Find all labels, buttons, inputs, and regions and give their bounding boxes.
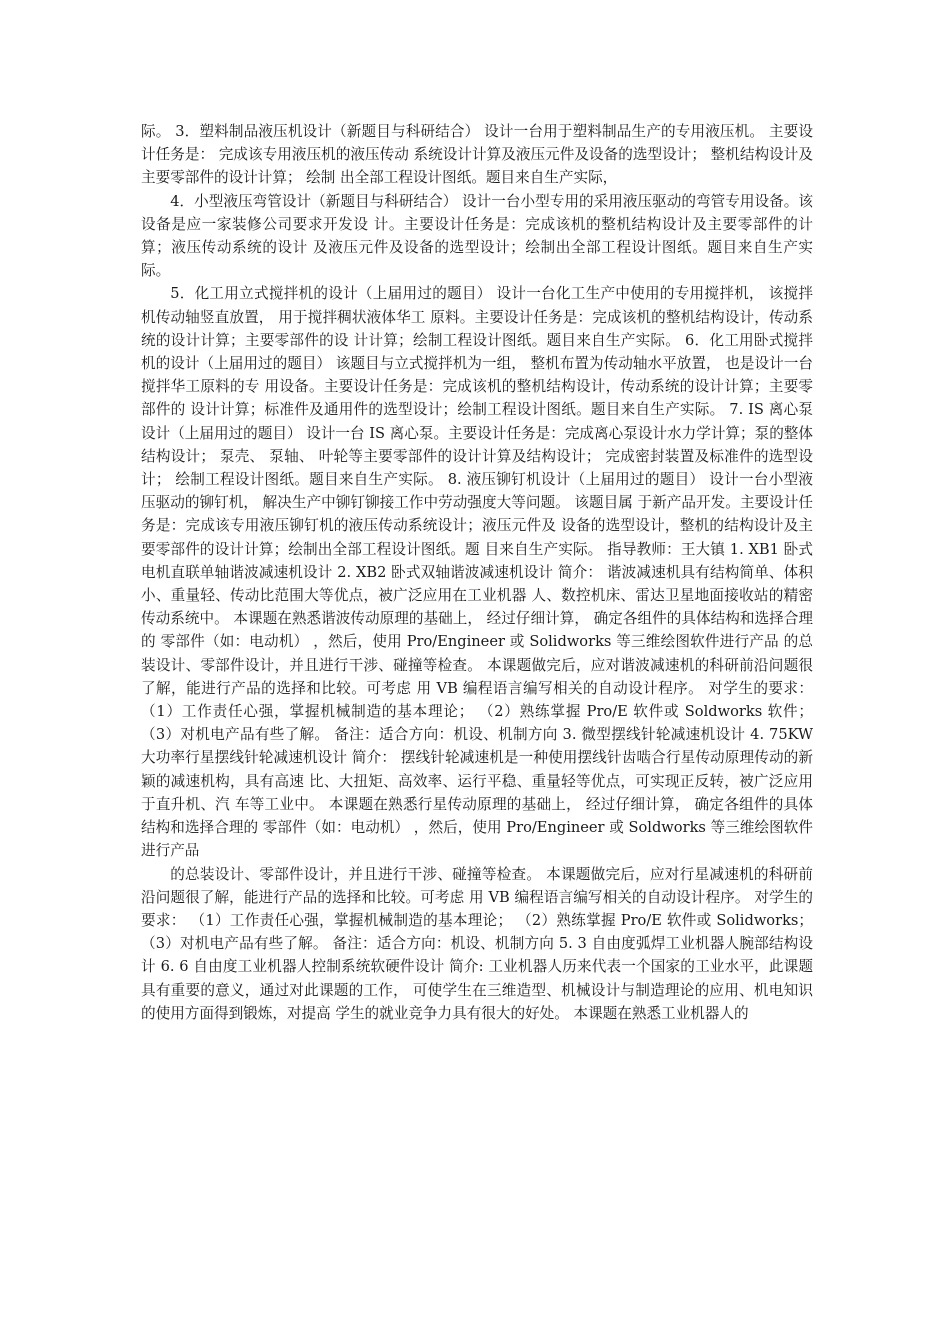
document-body	[141, 120, 813, 1025]
paragraph-3: 5．化工用立式搅拌机的设计（上届用过的题目） 设计一台化工生产中使用的专用搅拌机， 该搅拌机传动轴竖直放置， 用于搅拌稠状液体华工 原料。主要设计任务是：完成该机的整机结构设计，传动系统的设计计算；主要零部件的设 计计算；绘制工程设计图纸。题目来自生产实际。 6．化工用卧式搅拌机的设计（上届用过的题目） 该题目与立式搅拌机为一组， 整机布置为传动轴水平放置， 也是设计一台搅拌华工原料的专 用设备。主要设计任务是：完成该机的整机结构设计，传动系统的设计计算；主要零部件的 设计计算；标准件及通用件的选型设计；绘制工程设计图纸。题目来自生产实际。 7. IS 离心泵设计（上届用过的题目） 设计一台 IS 离心泵。主要设计任务是：完成离心泵设计水力学计算；泵的整体结构设计； 泵壳、 泵轴、 叶轮等主要零部件的设计计算及结构设计； 完成密封装置及标准件的选型设计； 绘制工程设计图纸。题目来自生产实际。 8. 液压铆钉机设计（上届用过的题目） 设计一台小型液压驱动的铆钉机， 解决生产中铆钉铆接工作中劳动强度大等问题。 该题目属 于新产品开发。主要设计任务是：完成该专用液压铆钉机的液压传动系统设计；液压元件及 设备的选型设计，整机的结构设计及主要零部件的设计计算；绘制出全部工程设计图纸。题 目来自生产实际。 指导教师：王大镇 1. XB1 卧式电机直联单轴谐波减速机设计 2. XB2 卧式双轴谐波减速机设计 简介： 谐波减速机具有结构简单、体积小、重量轻、传动比范围大等优点，被广泛应用在工业机器 人、数控机床、雷达卫星地面接收站的精密传动系统中。 本课题在熟悉谐波传动原理的基础上， 经过仔细计算， 确定各组件的具体结构和选择合理的 零部件（如：电动机） ，然后，使用 Pro/Engineer 或 Solidworks 等三维绘图软件进行产品 的总装设计、零部件设计，并且进行干涉、碰撞等检查。 本课题做完后，应对谐波减速机的科研前沿问题很了解，能进行产品的选择和比较。可考虑 用 VB 编程语言编写相关的自动设计程序。 对学生的要求： （1）工作责任心强，掌握机械制造的基本理论； （2）熟练掌握 Pro/E 软件或 Soldworks 软件； （3）对机电产品有些了解。 备注：适合方向：机设、机制方向 3. 微型摆线针轮减速机设计 4. 75KW 大功率行星摆线针轮减速机设计 简介： 摆线针轮减速机是一种使用摆线针齿啮合行星传动原理传动的新颖的减速机构，具有高速 比、大扭矩、高效率、运行平稳、重量轻等优点，可实现正反转，被广泛应用于直升机、汽 车等工业中。 本课题在熟悉行星传动原理的基础上， 经过仔细计算， 确定各组件的具体结构和选择合理的 零部件（如：电动机） ，然后，使用 Pro/Engineer 或 Soldworks 等三维绘图软件进行产品	[141, 285, 813, 860]
paragraph-1: 际。 3．塑料制品液压机设计（新题目与科研结合） 设计一台用于塑料制品生产的专用液压机。 主要设计任务是： 完成该专用液压机的液压传动 系统设计计算及液压元件及设备的选型设计； 整机结构设计及主要零部件的设计计算； 绘制 出全部工程设计图纸。题目来自生产实际，	[141, 123, 813, 187]
paragraph-4: 的总装设计、零部件设计，并且进行干涉、碰撞等检查。 本课题做完后，应对行星减速机的科研前沿问题很了解，能进行产品的选择和比较。可考虑 用 VB 编程语言编写相关的自动设计程序。 对学生的要求： （1）工作责任心强，掌握机械制造的基本理论； （2）熟练掌握 Pro/E 软件或 Solidworks； （3）对机电产品有些了解。 备注：适合方向：机设、机制方向 5. 3 自由度弧焊工业机器人腕部结构设计 6. 6 自由度工业机器人控制系统软硬件设计 简介: 工业机器人历来代表一个国家的工业水平，此课题具有重要的意义，通过对此课题的工作， 可使学生在三维造型、机械设计与制造理论的应用、机电知识的使用方面得到锻炼，对提高 学生的就业竞争力具有很大的好处。 本课题在熟悉工业机器人的	[141, 865, 813, 1022]
paragraph-2: 4．小型液压弯管设计（新题目与科研结合） 设计一台小型专用的采用液压驱动的弯管专用设备。该设备是应一家装修公司要求开发设 计。主要设计任务是：完成该机的整机结构设计及主要零部件的计算；液压传动系统的设计 及液压元件及设备的选型设计；绘制出全部工程设计图纸。题目来自生产实际。	[141, 192, 813, 280]
